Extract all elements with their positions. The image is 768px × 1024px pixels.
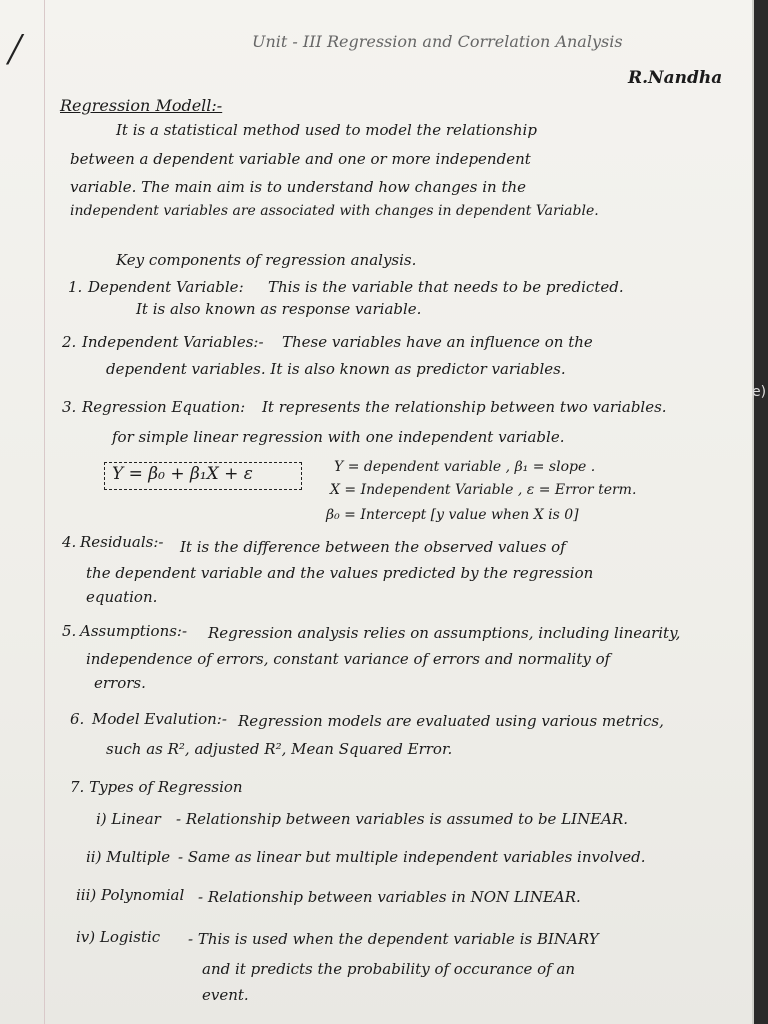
item-line: This is the variable that needs to be predicted. bbox=[268, 278, 624, 296]
type-continuation: event. bbox=[202, 986, 249, 1004]
author-name: R.Nandha bbox=[628, 68, 723, 88]
item-line: It represents the relationship between two variables. bbox=[262, 398, 667, 416]
type-text: - Relationship between variables is assumed to be LINEAR. bbox=[176, 810, 629, 828]
item-line: the dependent variable and the values predicted by the regression bbox=[86, 564, 594, 582]
item-line: Regression models are evaluated using various metrics, bbox=[238, 712, 664, 730]
equation-legend: Y = dependent variable , β₁ = slope . bbox=[334, 459, 596, 475]
types-heading: 7. Types of Regression bbox=[70, 778, 243, 796]
edge-mark: e) bbox=[752, 384, 767, 400]
type-label: i) Linear bbox=[96, 810, 161, 828]
item-number: 2. bbox=[62, 333, 77, 351]
item-line: It is also known as response variable. bbox=[136, 300, 422, 318]
type-label: ii) Multiple bbox=[86, 848, 171, 866]
intro-line: variable. The main aim is to understand how changes in the bbox=[70, 178, 527, 196]
equation-legend: X = Independent Variable , ε = Error term. bbox=[330, 482, 637, 498]
intro-line: between a dependent variable and one or more independent bbox=[70, 150, 531, 168]
type-text: - This is used when the dependent variable is BINARY bbox=[188, 930, 599, 948]
margin-rule bbox=[44, 0, 45, 1024]
item-title: Independent Variables:- bbox=[82, 333, 264, 351]
page-mark: / bbox=[8, 23, 21, 74]
regression-model-heading: Regression Modell:- bbox=[60, 96, 223, 115]
item-title: Dependent Variable: bbox=[88, 278, 244, 296]
intro-line: It is a statistical method used to model the relationship bbox=[116, 121, 537, 139]
item-line: independence of errors, constant variance of errors and normality of bbox=[86, 650, 611, 668]
key-components-title: Key components of regression analysis. bbox=[116, 251, 417, 269]
item-number: 3. bbox=[62, 398, 77, 416]
type-label: iv) Logistic bbox=[76, 928, 161, 946]
intro-line: independent variables are associated with changes in dependent Variable. bbox=[70, 203, 599, 219]
type-label: iii) Polynomial bbox=[76, 886, 185, 904]
item-line: dependent variables. It is also known as predictor variables. bbox=[106, 360, 566, 378]
item-number: 6. bbox=[70, 710, 85, 728]
item-number: 5. bbox=[62, 622, 77, 640]
equation-legend: β₀ = Intercept [y value when X is 0] bbox=[326, 507, 579, 523]
item-line: Regression analysis relies on assumptions, including linearity, bbox=[208, 624, 681, 642]
type-text: - Relationship between variables in NON LINEAR. bbox=[198, 888, 581, 906]
item-title: Residuals:- bbox=[80, 533, 164, 551]
item-title: Model Evalution:- bbox=[92, 710, 227, 728]
item-line: for simple linear regression with one independent variable. bbox=[112, 428, 565, 446]
item-line: It is the difference between the observed values of bbox=[180, 538, 566, 556]
item-line: These variables have an influence on the bbox=[282, 333, 593, 351]
item-title: Regression Equation: bbox=[82, 398, 246, 416]
item-line: errors. bbox=[94, 674, 146, 692]
item-title: Assumptions:- bbox=[80, 622, 188, 640]
type-continuation: and it predicts the probability of occurance of an bbox=[202, 960, 576, 978]
item-line: equation. bbox=[86, 588, 158, 606]
regression-formula: Y = β₀ + β₁X + ε bbox=[112, 464, 253, 484]
unit-title: Unit - III Regression and Correlation Analysis bbox=[252, 32, 623, 51]
item-line: such as R², adjusted R², Mean Squared Error. bbox=[106, 740, 453, 758]
type-text: - Same as linear but multiple independent variables involved. bbox=[178, 848, 646, 866]
item-number: 4. bbox=[62, 533, 77, 551]
item-number: 1. bbox=[68, 278, 83, 296]
